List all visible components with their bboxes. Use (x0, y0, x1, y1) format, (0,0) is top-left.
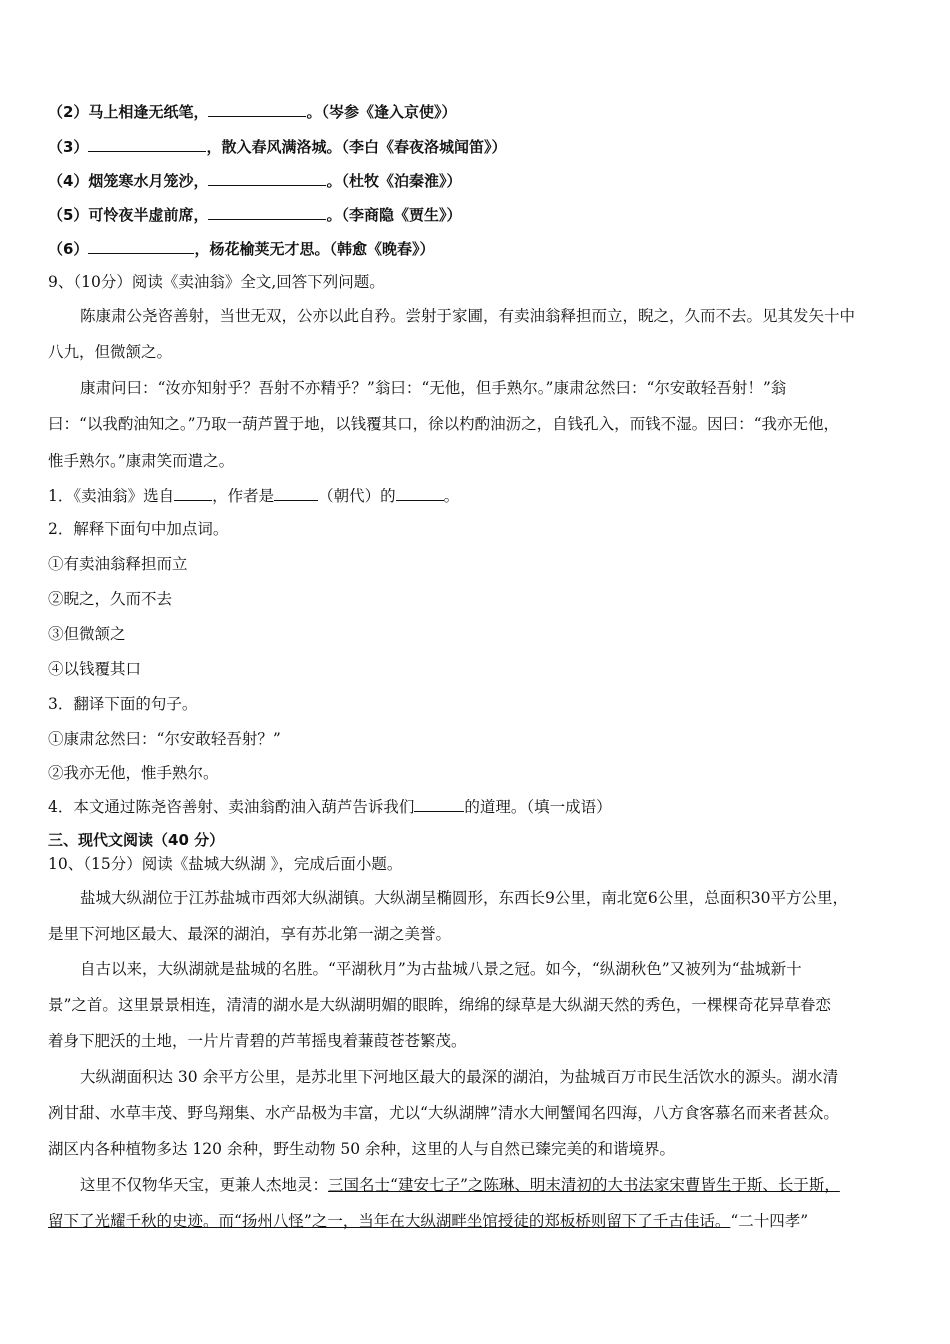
passage-line: 自古以来，大纵湖就是盐城的名胜。“平湖秋月”为古盐城八景之冠。如今，“纵湖秋色”又被列为“盐城新十 (80, 960, 802, 978)
subquestion-1: 1．《卖油翁》选自 ，作者是 （朝代）的 。 (48, 484, 459, 507)
answer-blank[interactable] (88, 135, 206, 152)
passage-line: 康肃问曰：“汝亦知射乎？吾射不亦精乎？”翁曰：“无他，但手熟尔。”康肃忿然曰：“尔安敢轻吾射！”翁 (80, 379, 787, 397)
passage-line: 盐城大纵湖位于江苏盐城市西郊大纵湖镇。大纵湖呈椭圆形，东西长9公里，南北宽6公里，总面积30平方公里， (80, 889, 848, 907)
answer-blank[interactable] (88, 237, 194, 254)
poem-item-4: （4）烟笼寒水月笼沙， 。（杜牧《泊秦淮》） (48, 169, 461, 192)
question-9-title: 9、（10分）阅读《卖油翁》全文,回答下列问题。 (48, 273, 385, 291)
answer-blank[interactable] (208, 203, 326, 220)
answer-blank[interactable] (274, 484, 318, 501)
passage-line: 大纵湖面积达 30 余平方公里，是苏北里下河地区最大的最深的湖泊，为盐城百万市民生活饮水的源头。湖水清 (80, 1068, 839, 1086)
passage-line: 着身下肥沃的土地，一片片青碧的芦苇摇曳着蒹葭苍苍繁茂。 (48, 1032, 467, 1050)
poem-item-2: （2）马上相逢无纸笔， 。（岑参《逢入京使》） (48, 100, 456, 123)
answer-blank[interactable] (208, 169, 326, 186)
passage-line: 景”之首。这里景景相连，清清的湖水是大纵湖明媚的眼眸，绵绵的绿草是大纵湖天然的秀色，一棵棵奇花异草眷恋 (48, 996, 831, 1014)
list-item: ②睨之，久而不去 (48, 590, 173, 608)
answer-blank[interactable] (414, 795, 464, 812)
list-item: ④以钱覆其口 (48, 660, 142, 678)
subquestion-3: 3．翻译下面的句子。 (48, 695, 198, 713)
poem-item-5: （5）可怜夜半虚前席， 。（李商隐《贾生》） (48, 203, 461, 226)
list-item: ③但微颔之 (48, 625, 126, 643)
poem-item-3: （3） ，散入春风满洛城。（李白《春夜洛城闻笛》） (48, 135, 506, 158)
section-heading: 三、现代文阅读（40 分） (48, 831, 225, 849)
passage-line: 湖区内各种植物多达 120 余种，野生动物 50 余种，这里的人与自然已臻完美的和谐境界。 (48, 1140, 676, 1158)
answer-blank[interactable] (396, 484, 444, 501)
passage-line: 是里下河地区最大、最深的湖泊，享有苏北第一湖之美誉。 (48, 925, 452, 943)
passage-line: 惟手熟尔。”康肃笑而遣之。 (48, 452, 235, 470)
list-item: ①有卖油翁释担而立 (48, 555, 188, 573)
answer-blank[interactable] (208, 100, 306, 117)
question-10-title: 10、（15分）阅读《盐城大纵湖 》，完成后面小题。 (48, 855, 403, 873)
subquestion-4: 4．本文通过陈尧咨善射、卖油翁酌油入葫芦告诉我们 的道理。（填一成语） (48, 795, 612, 818)
passage-line: 这里不仅物华天宝，更兼人杰地灵：三国名士“建安七子”之陈琳、明末清初的大书法家宋曹皆生于斯、长于斯， (80, 1176, 840, 1194)
passage-line: 曰：“以我酌油知之。”乃取一葫芦置于地，以钱覆其口，徐以杓酌油沥之，自钱孔入，而钱不湿。因曰：“我亦无他， (48, 415, 840, 433)
underlined-sentence: 三国名士“建安七子”之陈琳、明末清初的大书法家宋曹皆生于斯、长于斯， (328, 1176, 840, 1194)
passage-line: 八九，但微颔之。 (48, 343, 173, 361)
passage-line: 冽甘甜、水草丰茂、野鸟翔集、水产品极为丰富，尤以“大纵湖牌”清水大闸蟹闻名四海，八方食客慕名而来者甚众。 (48, 1104, 839, 1122)
answer-blank[interactable] (174, 484, 212, 501)
list-item: ①康肃忿然曰：“尔安敢轻吾射？” (48, 730, 281, 748)
poem-item-6: （6） ，杨花榆荚无才思。（韩愈《晚春》） (48, 237, 434, 260)
underlined-sentence: 留下了光耀千秋的史迹。而“扬州八怪”之一，当年在大纵湖畔坐馆授徒的郑板桥则留下了千古佳话。 (48, 1212, 731, 1230)
subquestion-2: 2．解释下面句中加点词。 (48, 520, 229, 538)
passage-line: 留下了光耀千秋的史迹。而“扬州八怪”之一，当年在大纵湖畔坐馆授徒的郑板桥则留下了千古佳话。“二十四孝” (48, 1212, 809, 1230)
passage-line: 陈康肃公尧咨善射，当世无双，公亦以此自矜。尝射于家圃，有卖油翁释担而立，睨之，久而不去。见其发矢十中 (80, 307, 856, 325)
list-item: ②我亦无他，惟手熟尔。 (48, 764, 219, 782)
